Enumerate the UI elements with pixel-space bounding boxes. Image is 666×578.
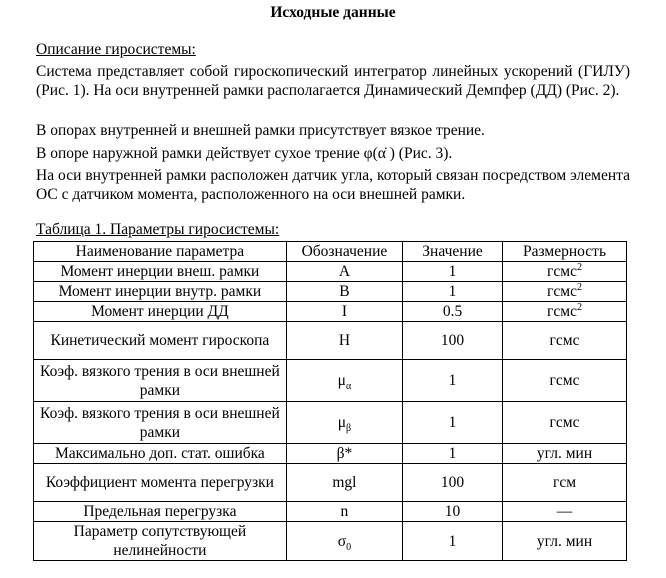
parameter-value: 1 bbox=[403, 402, 503, 444]
table-row bbox=[34, 262, 627, 282]
unit-exponent: 2 bbox=[576, 302, 582, 313]
parameter-name: Коэф. вязкого трения в оси внешней рамки bbox=[34, 402, 287, 444]
parameter-value: 1 bbox=[403, 360, 503, 402]
paragraph-dry-friction bbox=[36, 144, 630, 163]
parameter-symbol: n bbox=[286, 502, 402, 522]
parameter-name: Предельная перегрузка bbox=[34, 502, 287, 522]
parameter-unit: угл. мин bbox=[503, 444, 627, 464]
table-caption: Таблица 1. Параметры гиросистемы: bbox=[36, 221, 280, 238]
dry-friction-text: В опоре наружной рамки действует сухое трение φ( bbox=[36, 145, 378, 162]
parameter-value: 1 bbox=[403, 444, 503, 464]
header-unit: Размерность bbox=[503, 242, 627, 262]
parameters-table bbox=[33, 241, 627, 561]
header-symbol: Обозначение bbox=[286, 242, 402, 262]
table-row bbox=[34, 282, 627, 302]
symbol-mu: μ bbox=[337, 372, 346, 389]
parameter-name: Кинетический момент гироскопа bbox=[34, 322, 287, 360]
parameter-symbol: mgl bbox=[286, 464, 402, 502]
header-value: Значение bbox=[403, 242, 503, 262]
table-row bbox=[34, 322, 627, 360]
parameter-unit: гсмс bbox=[503, 360, 627, 402]
parameter-symbol: H bbox=[286, 322, 402, 360]
symbol-subscript: 0 bbox=[346, 541, 352, 553]
parameter-symbol: β* bbox=[286, 444, 402, 464]
symbol-sigma: σ bbox=[337, 532, 347, 550]
parameter-value: 100 bbox=[403, 322, 503, 360]
table-row bbox=[34, 360, 627, 402]
table-row bbox=[34, 302, 627, 322]
parameter-unit: гсмс bbox=[503, 402, 627, 444]
parameter-symbol: I bbox=[286, 302, 402, 322]
table-header-row bbox=[34, 242, 627, 262]
unit-text: гсмс bbox=[547, 283, 577, 300]
unit-text: гсмс bbox=[547, 303, 577, 320]
table-row bbox=[34, 522, 627, 561]
parameter-name: Параметр сопутствующей нелинейности bbox=[34, 522, 287, 561]
parameter-value: 100 bbox=[403, 464, 503, 502]
description-heading: Описание гиросистемы: bbox=[36, 41, 196, 58]
symbol-subscript: α bbox=[345, 381, 352, 392]
paragraph-viscous-friction: В опорах внутренней и внешней рамки присутствует вязкое трение. bbox=[36, 122, 485, 139]
parameter-name: Максимально доп. стат. ошибка bbox=[34, 444, 287, 464]
table-row bbox=[34, 402, 627, 444]
symbol-mu: μ bbox=[337, 414, 347, 431]
parameter-name: Момент инерции внутр. рамки bbox=[34, 282, 287, 302]
parameter-symbol: A bbox=[286, 262, 402, 282]
parameter-unit: угл. мин bbox=[503, 522, 627, 561]
parameter-symbol bbox=[286, 360, 402, 402]
parameter-unit bbox=[503, 262, 627, 282]
parameter-unit bbox=[503, 282, 627, 302]
dry-friction-figure-ref: ) (Рис. 3). bbox=[385, 145, 453, 162]
parameter-value: 1 bbox=[403, 522, 503, 561]
unit-text: гсмс bbox=[547, 263, 577, 280]
parameter-value: 1 bbox=[403, 262, 503, 282]
table-row bbox=[34, 502, 627, 522]
parameter-value: 0.5 bbox=[403, 302, 503, 322]
table-row bbox=[34, 444, 627, 464]
parameter-name: Коэф. вязкого трения в оси внешней рамки bbox=[34, 360, 287, 402]
parameter-unit: гсмс bbox=[503, 322, 627, 360]
alpha-dot-symbol: α̇ bbox=[377, 145, 386, 162]
parameter-symbol: B bbox=[286, 282, 402, 302]
parameter-name: Момент инерции ДД bbox=[34, 302, 287, 322]
parameter-name: Коэффициент момента перегрузки bbox=[34, 464, 287, 502]
parameter-symbol bbox=[286, 522, 402, 561]
parameter-name: Момент инерции внеш. рамки bbox=[34, 262, 287, 282]
paragraph-system-description: Система представляет собой гироскопический интегратор линейных ускорений (ГИЛУ) (Рис. 1). На оси внутренней рамки располагается Динамический Демпфер (ДД) (Рис. 2). bbox=[36, 63, 630, 99]
parameter-value: 10 bbox=[403, 502, 503, 522]
parameter-unit: гсм bbox=[503, 464, 627, 502]
page-title: Исходные данные bbox=[270, 4, 396, 21]
symbol-subscript: β bbox=[346, 423, 352, 434]
parameter-symbol bbox=[286, 402, 402, 444]
paragraph-angle-sensor: На оси внутренней рамки расположен датчик угла, который связан посредством элемента ОС с датчиком момента, расположенного на оси внешней рамки. bbox=[36, 167, 630, 203]
unit-exponent: 2 bbox=[576, 282, 582, 293]
parameter-unit bbox=[503, 302, 627, 322]
parameter-unit: — bbox=[503, 502, 627, 522]
parameter-value: 1 bbox=[403, 282, 503, 302]
unit-exponent: 2 bbox=[576, 262, 582, 273]
table-row bbox=[34, 464, 627, 502]
header-parameter-name: Наименование параметра bbox=[34, 242, 287, 262]
